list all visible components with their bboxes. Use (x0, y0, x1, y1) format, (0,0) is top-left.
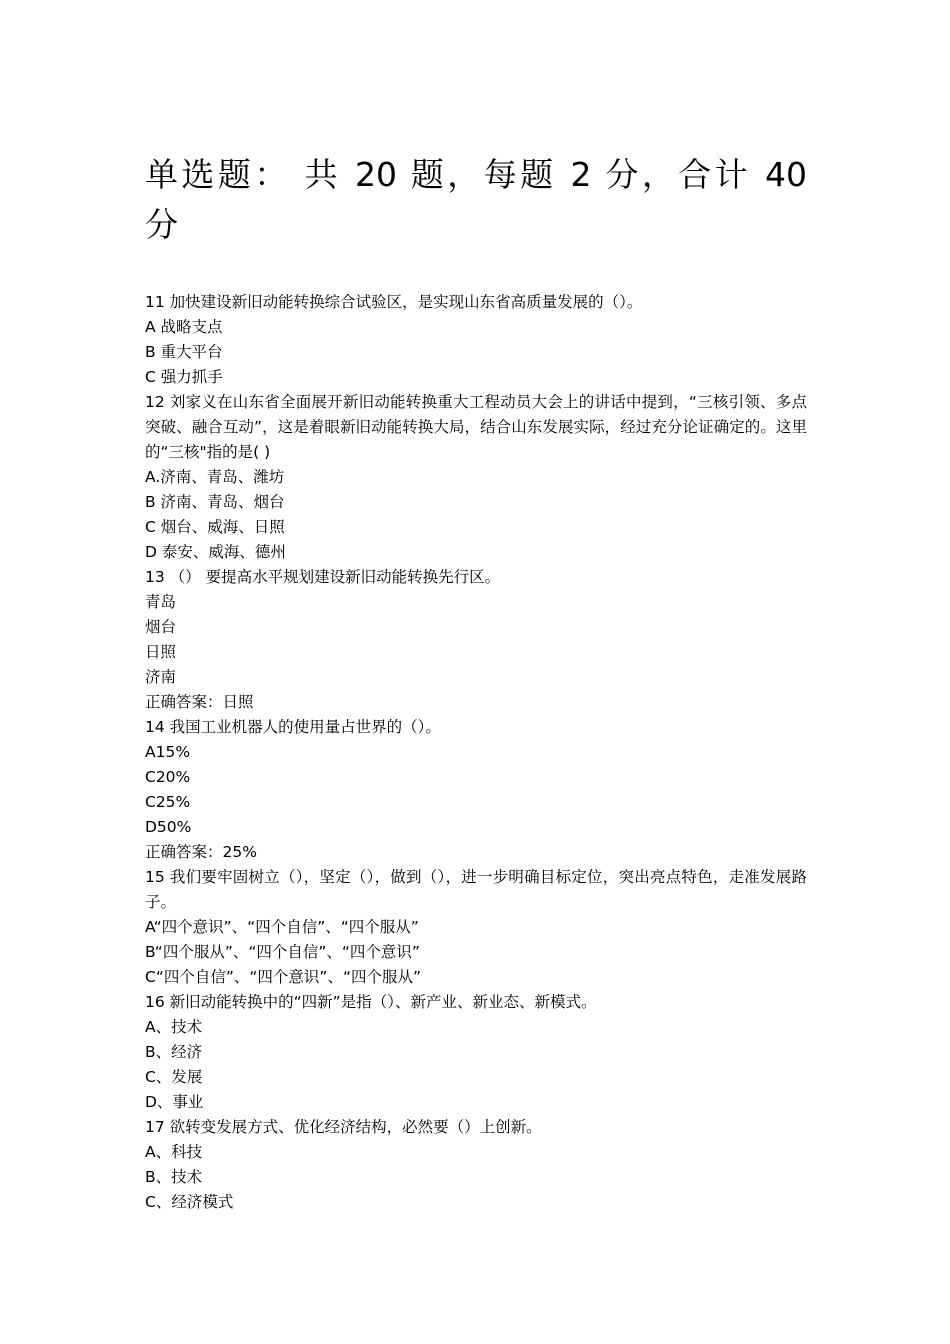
option-12-b: B 济南、青岛、烟台 (145, 493, 285, 511)
option-16-a: A、技术 (145, 1018, 203, 1036)
option-16-d: D、事业 (145, 1093, 204, 1111)
section-heading-continuation: 分 (145, 205, 178, 244)
answer-14: 正确答案：25% (145, 843, 257, 861)
section-heading: 单选题： 共 20 题，每题 2 分，合计 40 (145, 155, 807, 194)
question-16: 16 新旧动能转换中的“四新”是指（）、新产业、新业态、新模式。 (145, 993, 597, 1011)
option-13-3: 日照 (145, 643, 177, 661)
option-17-b: B、技术 (145, 1168, 203, 1186)
option-15-a: A“四个意识”、“四个自信”、“四个服从” (145, 918, 419, 936)
option-13-2: 烟台 (145, 618, 177, 636)
option-17-c: C、经济模式 (145, 1193, 234, 1211)
question-11: 11 加快建设新旧动能转换综合试验区，是实现山东省高质量发展的（）。 (145, 293, 643, 311)
option-12-a: A.济南、青岛、潍坊 (145, 468, 285, 486)
question-12: 12 刘家义在山东省全面展开新旧动能转换重大工程动员大会上的讲话中提到，“三核引领、多点突破、融合互动”，这是着眼新旧动能转换大局，结合山东发展实际，经过充分论证确定的。这里的“三核"指的是( ) (145, 393, 807, 461)
question-17: 17 欲转变发展方式、优化经济结构，必然要（）上创新。 (145, 1118, 542, 1136)
option-12-c: C 烟台、威海、日照 (145, 518, 285, 536)
option-13-4: 济南 (145, 668, 177, 686)
option-16-b: B、经济 (145, 1043, 203, 1061)
option-15-b: B“四个服从”、“四个自信”、“四个意识” (145, 943, 420, 961)
question-15: 15 我们要牢固树立（），坚定（），做到（），进一步明确目标定位，突出亮点特色，走准发展路子。 (145, 868, 807, 911)
option-11-a: A 战略支点 (145, 318, 223, 336)
option-14-b: C20% (145, 768, 191, 786)
option-14-d: D50% (145, 818, 192, 836)
question-list (145, 290, 807, 1215)
option-11-c: C 强力抓手 (145, 368, 223, 386)
option-11-b: B 重大平台 (145, 343, 223, 361)
answer-13: 正确答案：日照 (145, 693, 254, 711)
question-13: 13 （） 要提高水平规划建设新旧动能转换先行区。 (145, 568, 501, 586)
option-14-a: A15% (145, 743, 191, 761)
option-12-d: D 泰安、威海、德州 (145, 543, 286, 561)
option-17-a: A、科技 (145, 1143, 203, 1161)
option-13-1: 青岛 (145, 593, 177, 611)
question-14: 14 我国工业机器人的使用量占世界的（）。 (145, 718, 441, 736)
option-16-c: C、发展 (145, 1068, 203, 1086)
option-15-c: C“四个自信”、“四个意识”、“四个服从” (145, 968, 422, 986)
option-14-c: C25% (145, 793, 191, 811)
